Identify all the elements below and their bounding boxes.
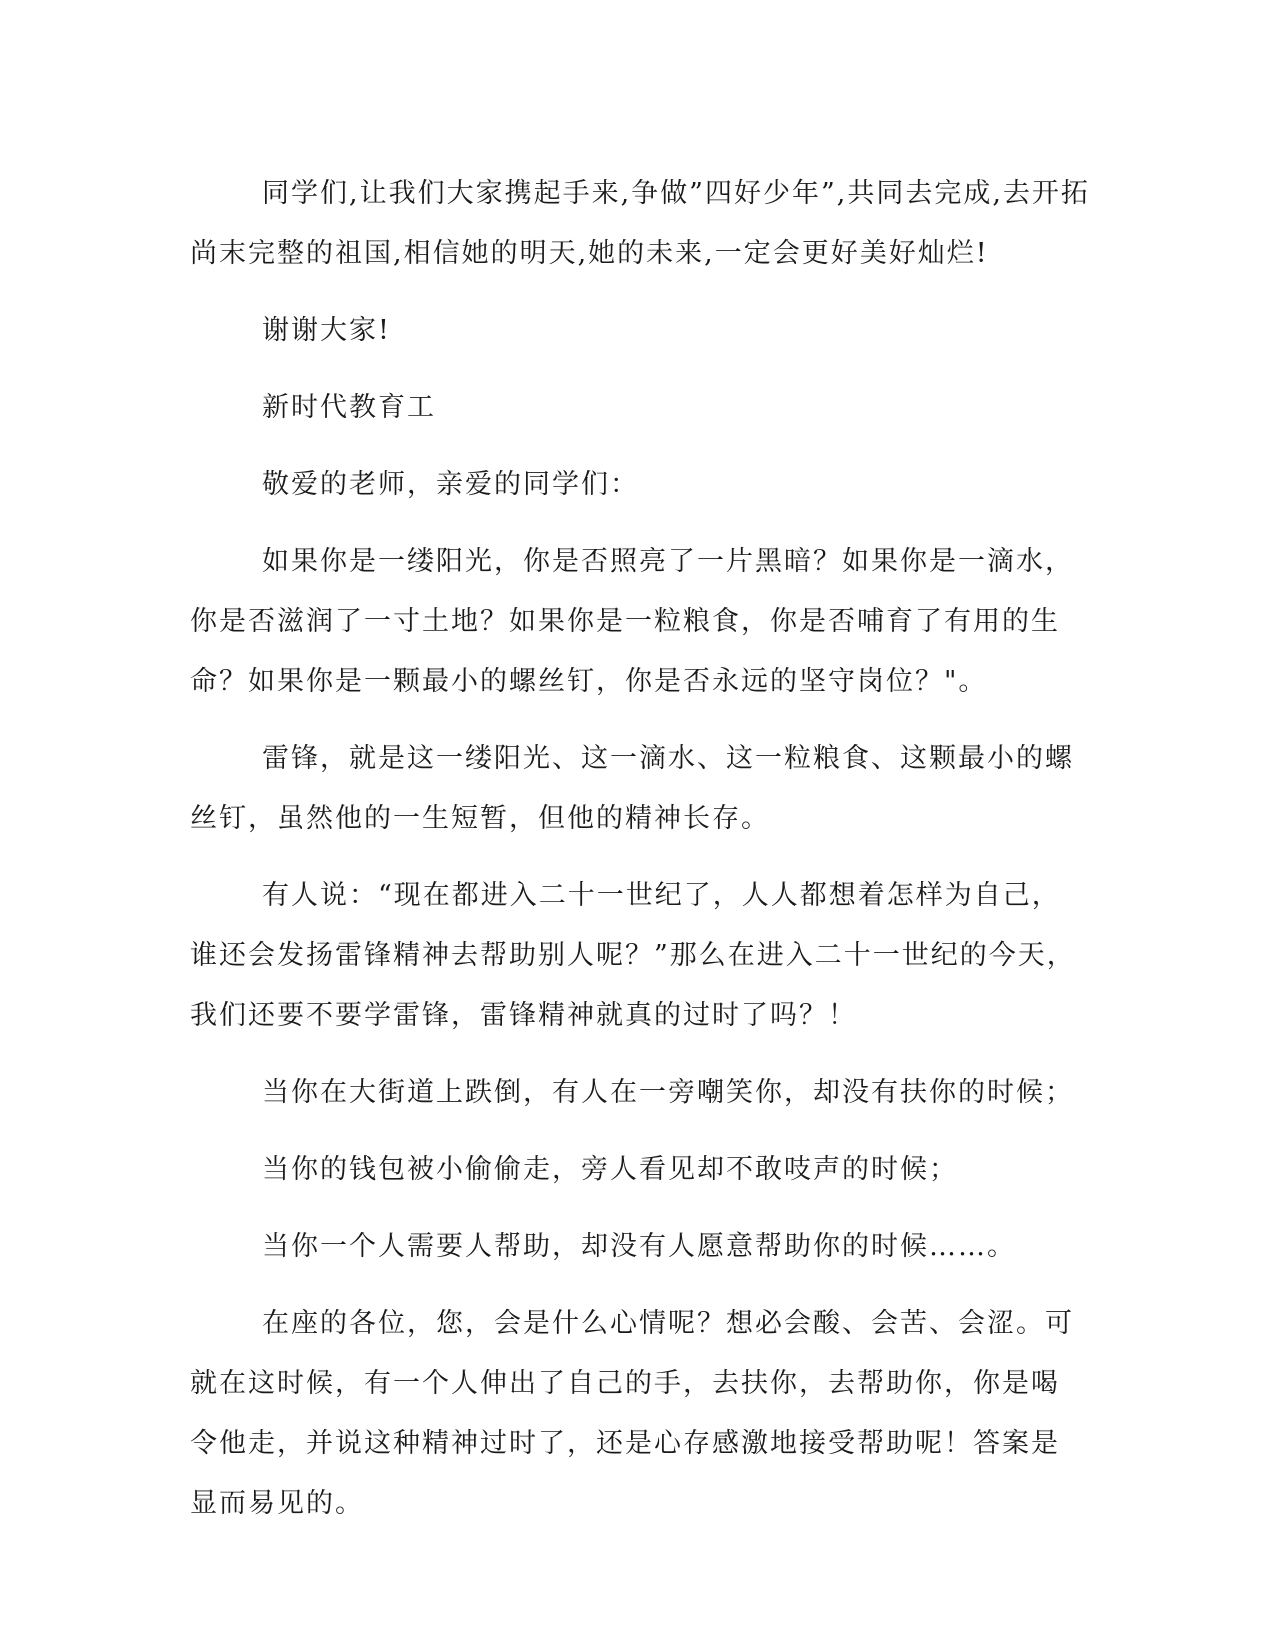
paragraph: [190, 1217, 1080, 1277]
text-line: 显而易见的。: [190, 1488, 364, 1519]
text-line: 当你一个人需要人帮助，却没有人愿意帮助你的时候……。: [262, 1231, 1016, 1262]
paragraph: [190, 1063, 1080, 1123]
text-line: 在座的各位，您，会是什么心情呢？想必会酸、会苦、会涩。可: [262, 1308, 1074, 1339]
text-line: 尚末完整的祖国,相信她的明天,她的未来,一定会更好美好灿烂!: [190, 238, 989, 269]
text-line: 我们还要不要学雷锋，雷锋精神就真的过时了吗？！: [190, 1000, 857, 1031]
text-line: 敬爱的老师，亲爱的同学们：: [262, 469, 639, 500]
document-body: [190, 164, 1090, 1551]
paragraph: [190, 532, 1080, 712]
paragraph: [190, 866, 1080, 1046]
paragraph: [190, 164, 1090, 284]
text-line: 谁还会发扬雷锋精神去帮助别人呢？”那么在进入二十一世纪的今天，: [190, 940, 1076, 971]
text-line: 你是否滋润了一寸土地？如果你是一粒粮食，你是否哺育了有用的生: [190, 606, 1060, 637]
paragraph: [190, 455, 1080, 515]
text-line: 如果你是一缕阳光，你是否照亮了一片黑暗？如果你是一滴水，: [262, 546, 1074, 577]
paragraph: [190, 1140, 1080, 1200]
text-line: 命？如果你是一颗最小的螺丝钉，你是否永远的坚守岗位？"。: [190, 666, 988, 697]
text-line: 就在这时候，有一个人伸出了自己的手，去扶你，去帮助你，你是喝: [190, 1368, 1060, 1399]
paragraph: [190, 378, 1080, 438]
paragraph: [190, 1294, 1080, 1534]
text-line: 丝钉，虽然他的一生短暂，但他的精神长存。: [190, 803, 770, 834]
text-line: 新时代教育工: [262, 392, 436, 423]
paragraph: [190, 301, 1080, 361]
text-line: 谢谢大家!: [262, 315, 391, 346]
paragraph: [190, 729, 1080, 849]
text-line: 同学们,让我们大家携起手来,争做”四好少年”,共同去完成,去开拓: [262, 178, 1090, 209]
text-line: 令他走，并说这种精神过时了，还是心存感激地接受帮助呢！答案是: [190, 1428, 1060, 1459]
text-line: 当你在大街道上跌倒，有人在一旁嘲笑你，却没有扶你的时候；: [262, 1077, 1074, 1108]
text-line: 雷锋，就是这一缕阳光、这一滴水、这一粒粮食、这颗最小的螺: [262, 743, 1074, 774]
text-line: 有人说：“现在都进入二十一世纪了，人人都想着怎样为自己，: [262, 880, 1061, 911]
text-line: 当你的钱包被小偷偷走，旁人看见却不敢吱声的时候；: [262, 1154, 958, 1185]
